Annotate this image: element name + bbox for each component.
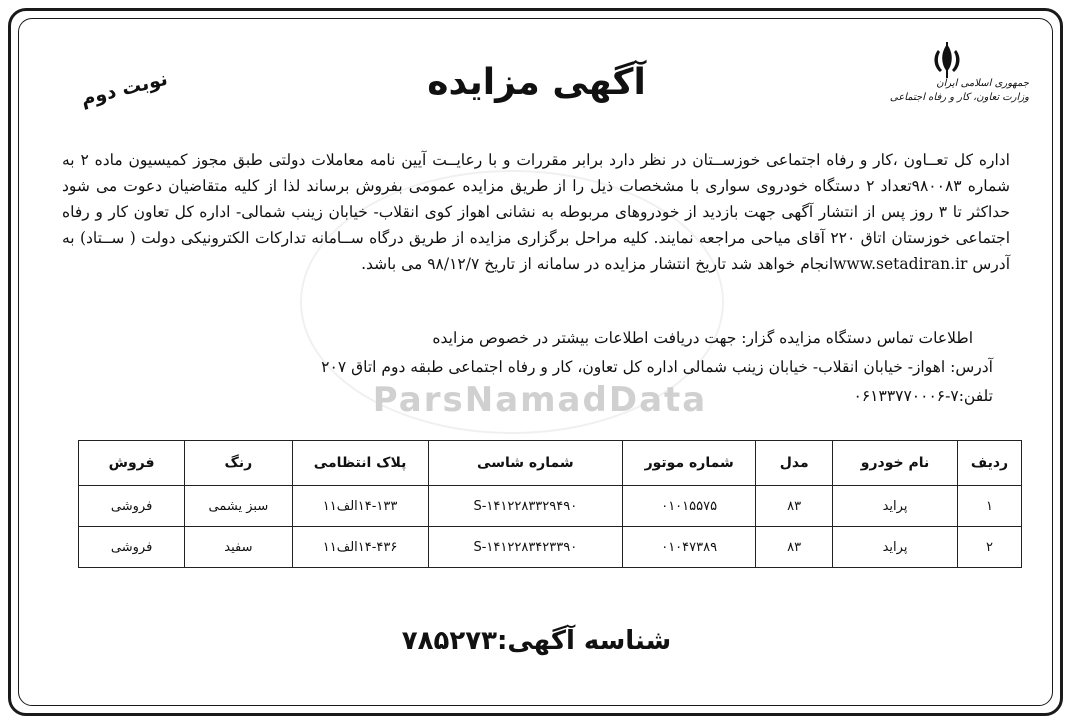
header-vehicle-name: نام خودرو [833,441,958,486]
contact-phone: تلفن:۷-۰۶۱۳۳۷۷۰۰۰۶ [853,387,993,405]
cell-row-number: ۲ [958,527,1022,568]
cell-color: سفید [185,527,292,568]
publication-round: نوبت دوم [78,67,170,111]
cell-sale: فروشی [79,527,185,568]
cell-chassis-number: S-۱۴۱۲۲۸۳۳۲۹۴۹۰ [428,486,622,527]
cell-model: ۸۳ [756,527,833,568]
cell-engine-number: ۰۱۰۴۷۳۸۹ [623,527,756,568]
vehicle-table [78,440,1022,568]
cell-chassis-number: S-۱۴۱۲۲۸۳۴۲۳۳۹۰ [428,527,622,568]
header-row-number: ردیف [958,441,1022,486]
table-row [79,527,1022,568]
emblem-country-name: جمهوری اسلامی ایران [936,78,1029,89]
cell-license-plate: ۱۴-۱۳۳الف۱۱ [292,486,428,527]
contact-heading: اطلاعات تماس دستگاه مزایده گزار: جهت دریافت اطلاعات بیشتر در خصوص مزایده [432,329,973,347]
page-title: آگهی مزایده [427,62,646,103]
table-row [79,486,1022,527]
cell-vehicle-name: پراید [833,527,958,568]
header-sale: فروش [79,441,185,486]
emblem-ministry-name: وزارت تعاون، کار و رفاه اجتماعی [889,92,1029,103]
cell-license-plate: ۱۴-۴۳۶الف۱۱ [292,527,428,568]
cell-vehicle-name: پراید [833,486,958,527]
header-engine-number: شماره موتور [623,441,756,486]
header-license-plate: پلاک انتظامی [292,441,428,486]
cell-engine-number: ۰۱۰۱۵۵۷۵ [623,486,756,527]
cell-color: سبز یشمی [185,486,292,527]
cell-model: ۸۳ [756,486,833,527]
header-chassis-number: شماره شاسی [428,441,622,486]
table-header-row [79,441,1022,486]
contact-address: آدرس: اهواز- خیابان انقلاب- خیابان زینب شمالی اداره کل تعاون، کار و رفاه اجتماعی طبقه دوم اتاق ۲۰۷ [321,358,993,376]
cell-row-number: ۱ [958,486,1022,527]
watermark-text: ParsNamadData [372,380,708,420]
notice-paragraph: اداره کل تعــاون ،کار و رفاه اجتماعی خوزســتان در نظر دارد برابر مقررات و با رعایــت آیین نامه معاملات دولتی طبق مجوز کمیسیون ماده ۲ به شماره ۹۸۰۰۸۳تعداد ۲ دستگاه خودروی سواری با مشخصات ذیل را از طریق مزایده عمومی بفروش برساند لذا از کلیه متقاضیان دعوت می شود حداکثر تا ۳ روز پس از انتشار آگهی جهت بازدید از خودروهای مربوطه به نشانی اهواز کوی انقلاب- خیابان زینب شمالی- اداره کل تعاون کار و رفاه اجتماعی خوزستان اتاق ۲۲۰ آقای میاحی مراجعه نمایند. کلیه مراحل برگزاری مزایده از طریق درگاه ســامانه تدارکات الکترونیکی دولت ( ســتاد) به آدرس www.setadiran.irانجام خواهد شد تاریخ انتشار مزایده در سامانه از تاریخ ۹۸/۱۲/۷ می باشد. [62,151,1010,273]
header-model: مدل [756,441,833,486]
ad-identifier: شناسه آگهی:۷۸۵۲۷۳ [401,626,672,656]
header-color: رنگ [185,441,292,486]
cell-sale: فروشی [79,486,185,527]
